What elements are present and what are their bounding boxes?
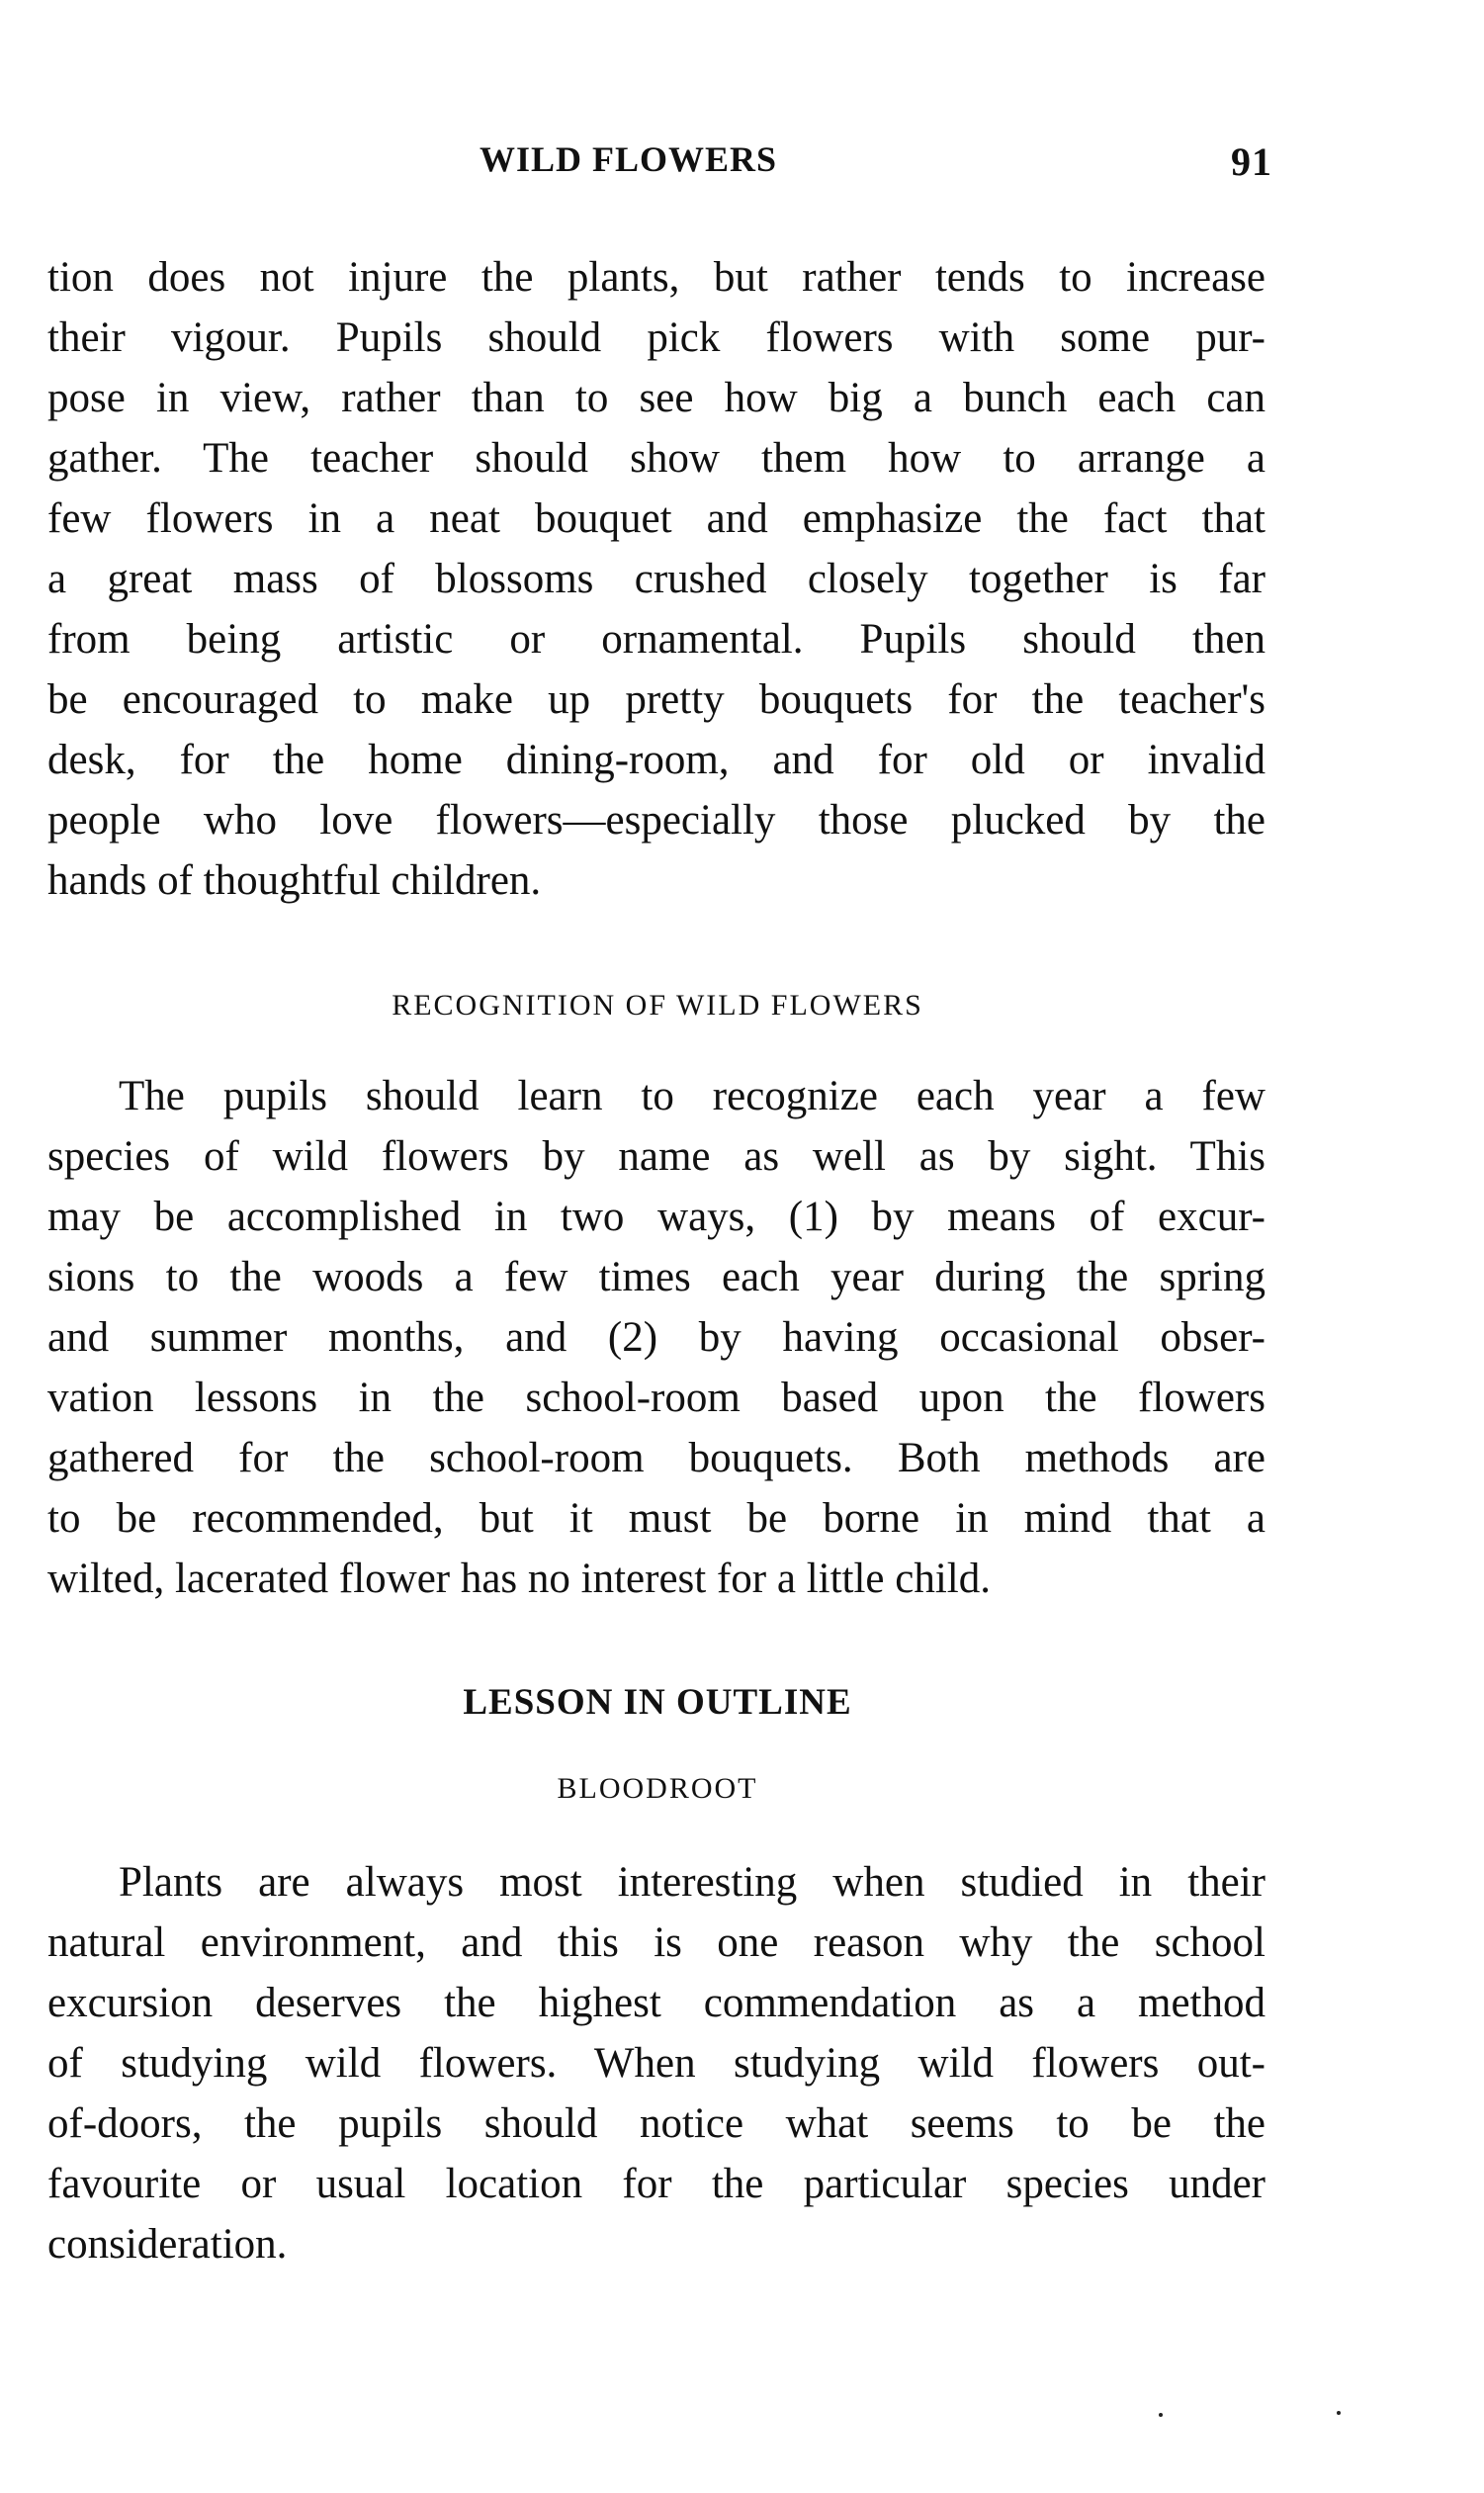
text-line: favourite or usual location for the particular species under: [47, 2161, 1266, 2207]
text-line: from being artistic or ornamental. Pupils should then: [47, 616, 1266, 663]
page-number: 91: [1231, 139, 1272, 184]
text-line: their vigour. Pupils should pick flowers with some pur-: [47, 314, 1266, 361]
text-line: to be recommended, but it must be borne in mind that a: [47, 1495, 1266, 1542]
ink-speck: [1159, 2413, 1163, 2417]
paragraph-1: [47, 247, 1266, 911]
text-line: The pupils should learn to recognize each year a few: [119, 1073, 1266, 1119]
running-title: WILD FLOWERS: [480, 139, 778, 179]
text-line: vation lessons in the school-room based upon the flowers: [47, 1375, 1266, 1421]
text-line: gathered for the school-room bouquets. Both methods are: [47, 1435, 1266, 1481]
text-line: people who love flowers—especially those plucked by the: [47, 797, 1266, 844]
text-line: may be accomplished in two ways, (1) by means of excur-: [47, 1194, 1266, 1240]
text-line: species of wild flowers by name as well as by sight. This: [47, 1133, 1266, 1180]
text-line: wilted, lacerated flower has no interest for a little child.: [47, 1556, 991, 1602]
paragraph-2: [47, 1066, 1266, 1609]
ink-speck: [1337, 2411, 1341, 2415]
text-line: consideration.: [47, 2221, 288, 2268]
text-line: natural environment, and this is one reason why the school: [47, 1919, 1266, 1966]
text-line: desk, for the home dining-room, and for old or invalid: [47, 737, 1266, 783]
text-line: a great mass of blossoms crushed closely together is far: [47, 556, 1266, 602]
text-line: sions to the woods a few times each year during the spring: [47, 1254, 1266, 1300]
text-line: of studying wild flowers. When studying wild flowers out-: [47, 2040, 1266, 2087]
text-line: excursion deserves the highest commendation as a method: [47, 1980, 1266, 2026]
text-line: and summer months, and (2) by having occasional obser-: [47, 1314, 1266, 1361]
text-line: of-doors, the pupils should notice what seems to be the: [47, 2100, 1266, 2147]
text-line: tion does not injure the plants, but rather tends to increase: [47, 254, 1266, 301]
text-line: be encouraged to make up pretty bouquets for the teacher's: [47, 676, 1266, 723]
text-line: pose in view, rather than to see how big a bunch each can: [47, 375, 1266, 421]
text-line: few flowers in a neat bouquet and emphasize the fact that: [47, 495, 1266, 542]
text-line: Plants are always most interesting when studied in their: [119, 1859, 1266, 1906]
subsection-heading-bloodroot: BLOODROOT: [557, 1772, 758, 1805]
section-heading-recognition: RECOGNITION OF WILD FLOWERS: [392, 989, 923, 1022]
text-line: gather. The teacher should show them how to arrange a: [47, 435, 1266, 482]
paragraph-3: [47, 1852, 1266, 2274]
section-heading-lesson: LESSON IN OUTLINE: [463, 1682, 852, 1723]
text-line: hands of thoughtful children.: [47, 857, 542, 904]
